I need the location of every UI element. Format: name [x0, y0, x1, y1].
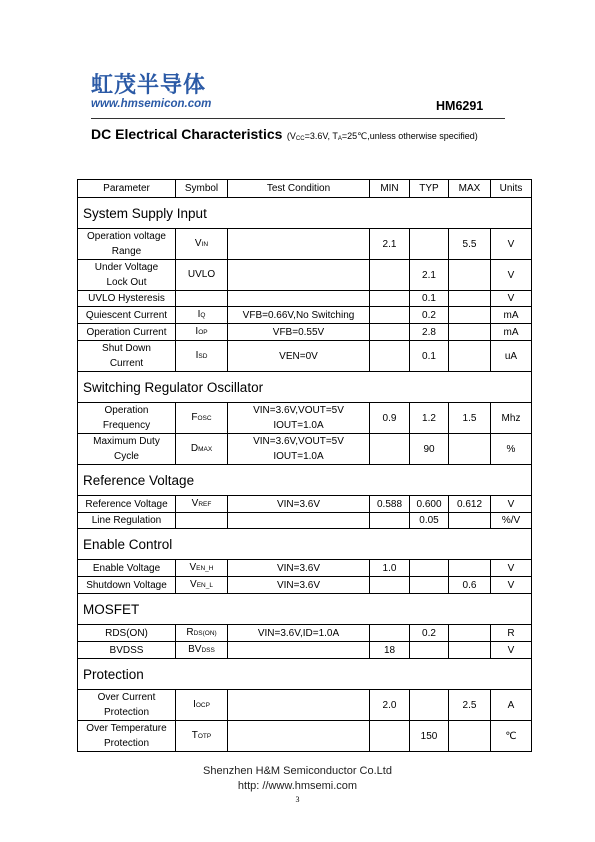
cell-typ: [410, 577, 449, 594]
symbol-subscript: OCP: [195, 702, 210, 709]
header-symbol: Symbol: [176, 180, 228, 198]
symbol-subscript: OSC: [197, 415, 212, 422]
section-row: [78, 529, 532, 560]
cell-test-condition: [228, 324, 370, 341]
cell-min: [370, 341, 410, 372]
cell-typ: 2.8: [410, 324, 449, 341]
cell-test-condition: [228, 434, 370, 465]
cell-max: [449, 513, 491, 529]
cell-parameter: [78, 560, 176, 577]
symbol-main: D: [190, 443, 199, 454]
cell-unit: V: [491, 577, 532, 594]
symbol-subscript: REF: [198, 501, 212, 508]
cell-min: [370, 513, 410, 529]
cell-test-condition: [228, 577, 370, 594]
symbol-main: I: [197, 309, 201, 320]
parameter-line: Protection: [103, 707, 150, 718]
cell-typ: 0.05: [410, 513, 449, 529]
cell-unit: V: [491, 229, 532, 260]
section-row: [78, 659, 532, 690]
cell-test-condition: [228, 307, 370, 324]
condition-line: IOUT=1.0A: [273, 451, 324, 462]
symbol-subscript: SD: [198, 353, 208, 360]
table-row: [78, 324, 532, 341]
section-heading: [91, 126, 478, 144]
cell-parameter: [78, 260, 176, 291]
symbol-subscript: DS(ON): [193, 630, 217, 637]
section-title: DC Electrical Characteristics: [91, 126, 283, 142]
cell-min: [370, 291, 410, 307]
cell-symbol: [176, 560, 228, 577]
symbol-main: I: [193, 699, 196, 710]
parameter-line: Operation: [104, 405, 149, 416]
cell-unit: Mhz: [491, 403, 532, 434]
symbol-main: UVLO: [187, 269, 216, 280]
section-title: Protection: [78, 659, 532, 690]
cell-min: [370, 324, 410, 341]
cell-test-condition: [228, 291, 370, 307]
cell-typ: [410, 642, 449, 659]
cell-min: [370, 434, 410, 465]
parameter-line: Range: [111, 246, 142, 257]
cell-typ: [410, 229, 449, 260]
cell-symbol: [176, 642, 228, 659]
cell-test-condition: [228, 625, 370, 642]
cell-unit: V: [491, 291, 532, 307]
section-title: Switching Regulator Oscillator: [78, 372, 532, 403]
parameter-line: Reference Voltage: [85, 498, 168, 510]
section-row: [78, 594, 532, 625]
cell-symbol: [176, 625, 228, 642]
symbol-main: I: [195, 350, 199, 361]
cell-max: 0.612: [449, 496, 491, 513]
cell-symbol: [176, 229, 228, 260]
cell-unit: mA: [491, 307, 532, 324]
cell-symbol: [176, 496, 228, 513]
table-row: [78, 690, 532, 721]
footer-website: http: //www.hmsemi.com: [237, 780, 358, 792]
cell-typ: 90: [410, 434, 449, 465]
cell-unit: uA: [491, 341, 532, 372]
cell-test-condition: [228, 229, 370, 260]
table-body: [78, 198, 532, 752]
cell-min: [370, 721, 410, 752]
footer-company: Shenzhen H&M Semiconductor Co.Ltd: [203, 765, 392, 777]
symbol-subscript: OTP: [197, 733, 212, 740]
condition-line: VIN=3.6V: [276, 579, 321, 591]
logo-url: www.hmsemicon.com: [91, 98, 212, 110]
symbol-main: V: [191, 498, 199, 509]
header-min: MIN: [370, 180, 410, 198]
cell-typ: 1.2: [410, 403, 449, 434]
cell-min: 2.0: [370, 690, 410, 721]
parameter-line: Frequency: [102, 420, 151, 431]
cell-min: 1.0: [370, 560, 410, 577]
table-row: [78, 434, 532, 465]
cell-symbol: [176, 513, 228, 529]
cell-min: [370, 307, 410, 324]
section-title: System Supply Input: [78, 198, 532, 229]
cell-unit: A: [491, 690, 532, 721]
cell-unit: mA: [491, 324, 532, 341]
header-max: MAX: [449, 180, 491, 198]
condition-line: VIN=3.6V,ID=1.0A: [257, 627, 340, 639]
cell-max: [449, 341, 491, 372]
cell-max: [449, 560, 491, 577]
cell-max: [449, 642, 491, 659]
cell-parameter: [78, 642, 176, 659]
cell-test-condition: [228, 721, 370, 752]
table-row: [78, 291, 532, 307]
electrical-characteristics-table: [77, 179, 532, 752]
test-conditions: ($V_{CC}=3.6V$, $T_A=25℃,unless$ otherwise specified): [286, 131, 478, 142]
cell-typ: 150: [410, 721, 449, 752]
section-title: Reference Voltage: [78, 465, 532, 496]
table-row: [78, 721, 532, 752]
cell-min: 0.588: [370, 496, 410, 513]
cell-min: 0.9: [370, 403, 410, 434]
table-row: [78, 577, 532, 594]
cell-typ: 0.1: [410, 291, 449, 307]
symbol-subscript: MAX: [198, 446, 213, 453]
table-header-row: [78, 180, 532, 198]
cell-typ: [410, 560, 449, 577]
parameter-line: BVDSS: [109, 644, 144, 656]
cell-typ: 0.1: [410, 341, 449, 372]
parameter-line: Operation voltage: [87, 231, 166, 242]
condition-line: VEN=0V: [279, 350, 318, 362]
parameter-line: Protection: [103, 738, 150, 749]
cell-test-condition: [228, 513, 370, 529]
cell-unit: V: [491, 496, 532, 513]
section-title: Enable Control: [78, 529, 532, 560]
parameter-line: Line Regulation: [91, 515, 162, 526]
header-units: Units: [491, 180, 532, 198]
condition-line: VFB=0.66V,No Switching: [242, 309, 355, 321]
cell-typ: 0.600: [410, 496, 449, 513]
cell-min: [370, 577, 410, 594]
symbol-subscript: Q: [200, 312, 206, 319]
condition-line: IOUT=1.0A: [273, 420, 324, 431]
cell-typ: 0.2: [410, 625, 449, 642]
cell-max: 0.6: [449, 577, 491, 594]
cell-unit: R: [491, 625, 532, 642]
cell-parameter: [78, 341, 176, 372]
header-test-condition: Test Condition: [228, 180, 370, 198]
table-row: [78, 229, 532, 260]
condition-line: VIN=3.6V: [276, 498, 321, 510]
parameter-line: RDS(ON): [105, 627, 148, 639]
cell-max: [449, 625, 491, 642]
cell-max: 1.5: [449, 403, 491, 434]
table-row: [78, 625, 532, 642]
table-row: [78, 403, 532, 434]
parameter-line: Operation Current: [86, 326, 167, 338]
parameter-line: UVLO Hysteresis: [88, 293, 165, 304]
cell-parameter: [78, 496, 176, 513]
condition-line: VFB=0.55V: [272, 326, 325, 338]
header-typ: TYP: [410, 180, 449, 198]
cell-max: 2.5: [449, 690, 491, 721]
symbol-subscript: EN_H: [196, 565, 214, 572]
cell-unit: V: [491, 642, 532, 659]
cell-parameter: [78, 324, 176, 341]
cell-parameter: [78, 690, 176, 721]
cell-symbol: [176, 291, 228, 307]
symbol-main: T: [191, 730, 198, 741]
condition-line: VIN=3.6V,VOUT=5V: [253, 405, 344, 416]
cell-symbol: [176, 324, 228, 341]
cell-min: 18: [370, 642, 410, 659]
parameter-line: Quiescent Current: [85, 309, 168, 321]
parameter-line: Shut Down: [102, 343, 151, 354]
symbol-main: F: [191, 412, 198, 423]
cell-test-condition: [228, 690, 370, 721]
cell-typ: 0.2: [410, 307, 449, 324]
cell-unit: V: [491, 560, 532, 577]
cell-unit: V: [491, 260, 532, 291]
cell-parameter: [78, 291, 176, 307]
table-row: [78, 560, 532, 577]
cell-symbol: [176, 307, 228, 324]
cell-min: [370, 260, 410, 291]
cell-max: [449, 291, 491, 307]
cell-symbol: [176, 260, 228, 291]
cell-parameter: [78, 577, 176, 594]
symbol-main: V: [189, 562, 197, 573]
parameter-line: Lock Out: [106, 277, 147, 288]
cell-max: [449, 324, 491, 341]
table-row: [78, 513, 532, 529]
cell-max: [449, 721, 491, 752]
cell-symbol: [176, 721, 228, 752]
cell-test-condition: [228, 260, 370, 291]
section-row: [78, 372, 532, 403]
page-number: 3: [295, 795, 300, 804]
parameter-line: Cycle: [113, 451, 139, 462]
cell-parameter: [78, 513, 176, 529]
cell-parameter: [78, 721, 176, 752]
symbol-main: I: [195, 326, 199, 337]
cell-parameter: [78, 307, 176, 324]
cell-test-condition: [228, 341, 370, 372]
parameter-line: Shutdown Voltage: [86, 579, 167, 591]
cell-unit: ℃: [491, 721, 532, 752]
cell-test-condition: [228, 403, 370, 434]
section-row: [78, 465, 532, 496]
section-row: [78, 198, 532, 229]
cell-parameter: [78, 625, 176, 642]
symbol-subscript: IN: [201, 241, 209, 248]
cell-symbol: [176, 434, 228, 465]
table-row: [78, 307, 532, 324]
symbol-main: R: [186, 627, 194, 638]
cell-max: 5.5: [449, 229, 491, 260]
cell-test-condition: [228, 642, 370, 659]
symbol-main: BV: [188, 644, 202, 655]
cell-symbol: [176, 577, 228, 594]
cell-unit: %/V: [491, 513, 532, 529]
header-parameter: Parameter: [78, 180, 176, 198]
symbol-subscript: EN_L: [196, 582, 213, 589]
table-row: [78, 341, 532, 372]
company-logo: 虹茂半导体: [91, 73, 207, 98]
parameter-line: Maximum Duty: [93, 436, 160, 447]
cell-min: [370, 625, 410, 642]
cell-parameter: [78, 403, 176, 434]
cell-max: [449, 260, 491, 291]
cell-unit: %: [491, 434, 532, 465]
header-rule: [91, 118, 505, 119]
symbol-main: V: [194, 238, 202, 249]
table-row: [78, 642, 532, 659]
table-row: [78, 260, 532, 291]
symbol-subscript: OP: [198, 329, 208, 336]
cell-max: [449, 307, 491, 324]
cell-symbol: [176, 690, 228, 721]
parameter-line: Over Temperature: [86, 723, 167, 734]
cell-max: [449, 434, 491, 465]
cell-parameter: [78, 229, 176, 260]
condition-line: VIN=3.6V: [276, 562, 321, 574]
table-row: [78, 496, 532, 513]
cell-typ: [410, 690, 449, 721]
symbol-main: V: [190, 579, 197, 590]
cell-test-condition: [228, 560, 370, 577]
symbol-subscript: DSS: [201, 647, 215, 654]
parameter-line: Enable Voltage: [92, 562, 161, 574]
cell-symbol: [176, 341, 228, 372]
cell-parameter: [78, 434, 176, 465]
part-number: HM6291: [436, 99, 484, 113]
cell-min: 2.1: [370, 229, 410, 260]
section-title: MOSFET: [78, 594, 532, 625]
cell-test-condition: [228, 496, 370, 513]
cell-symbol: [176, 403, 228, 434]
parameter-line: Current: [109, 358, 144, 369]
condition-line: VIN=3.6V,VOUT=5V: [253, 436, 344, 447]
parameter-line: Over Current: [97, 692, 156, 703]
cell-typ: 2.1: [410, 260, 449, 291]
parameter-line: Under Voltage: [94, 262, 159, 273]
